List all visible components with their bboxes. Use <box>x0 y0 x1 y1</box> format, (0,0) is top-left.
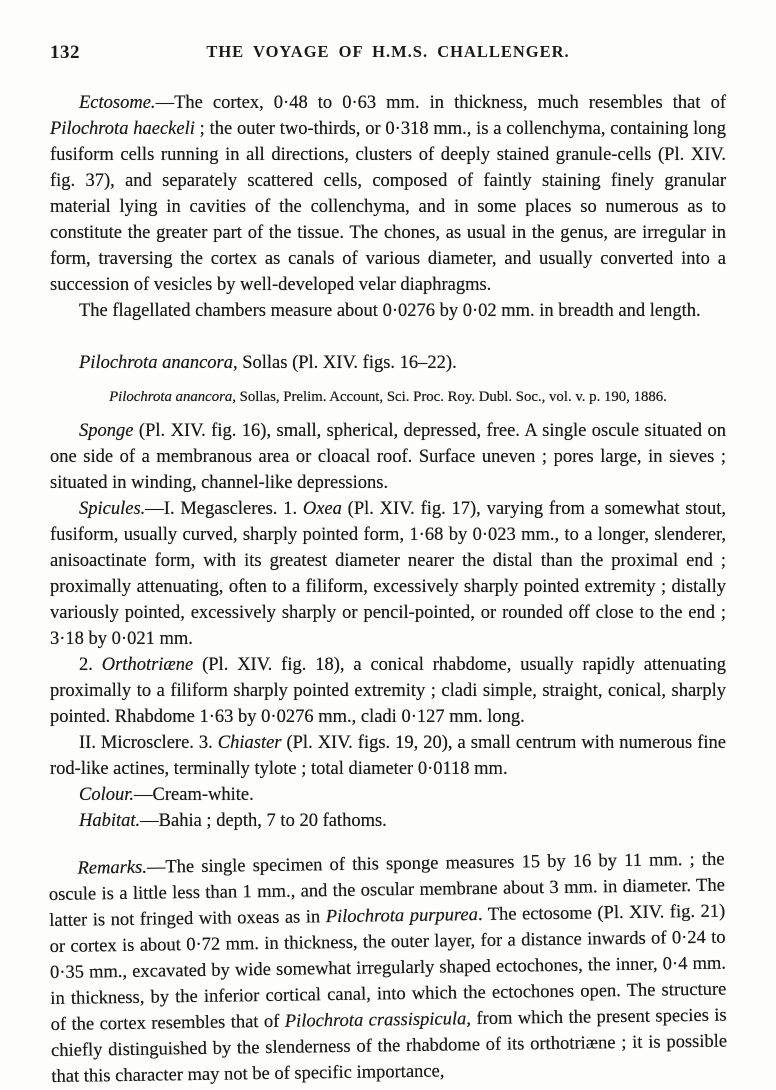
italic-text-segment: Colour. <box>79 785 135 805</box>
paragraph-spicules-oxea <box>50 496 726 652</box>
italic-text-segment: Remarks. <box>77 857 148 879</box>
text-segment: —The cortex, 0·48 to 0·63 mm. in thickness, much resembles that of <box>155 93 726 113</box>
text-segment: —Cream-white. <box>134 785 254 805</box>
italic-text-segment: Ectosome. <box>79 93 156 113</box>
paragraph-ectosome <box>50 90 726 298</box>
text-segment: —The single specimen of this sponge measures 15 by 16 by 11 mm. ; the oscule is a little less than 1 mm., and the oscular membrane about 3 mm. in diameter. The latter is not fringed with oxeas as in <box>48 849 725 932</box>
italic-text-segment: Oxea <box>302 499 342 519</box>
italic-text-segment: Chiaster <box>217 733 282 753</box>
species-citation <box>50 387 726 407</box>
text-segment: , Sollas, Prelim. Account, Sci. Proc. Roy. Dubl. Soc., vol. v. p. 190, 1886. <box>232 389 667 405</box>
running-title: THE VOYAGE OF H.M.S. CHALLENGER. <box>206 42 570 61</box>
text-segment: —I. Megascleres. 1. <box>145 499 303 519</box>
text-segment: (Pl. XIV. fig. 18), a conical rhabdome, usually rapidly attenuating proximally to a filiform sharply pointed extremity ; cladi simple, straight, conical, sharply pointed. Rhabdome 1·63 by 0·0276 mm., cladi 0·127 mm. long. <box>50 655 726 727</box>
text-segment: . The ectosome (Pl. XIV. fig. 21) or cortex is about 0·72 mm. in thickness, the outer layer, for a distance inwards of 0·24 to 0·35 mm., excavated by wide somewhat irregularly shaped ectochones, the inner, 0·4 mm. in thickness, by the inferior cortical canal, into which the ectochones open. The structure of the cortex resembles that of <box>49 901 727 1035</box>
text-segment: (Pl. XIV. fig. 17), varying from a somewhat stout, fusiform, usually curved, sharply pointed form, 1·68 by 0·023 mm., to a longer, slenderer, anisoactinate form, with its greatest diameter nearer the distal than the proximal end ; proximally attenuating, often to a filiform, excessively sharply pointed extremity ; distally variously pointed, excessively sharply or pencil-pointed, or rounded off close to the end ; 3·18 by 0·021 mm. <box>50 499 726 649</box>
page-body <box>50 90 726 1090</box>
italic-text-segment: Pilochrota crassispicula <box>284 1009 467 1032</box>
text-segment: 2. <box>79 655 102 675</box>
text-segment: ; the outer two-thirds, or 0·318 mm., is a collenchyma, containing long fusiform cells running in all directions, clusters of deeply stained granule-cells (Pl. XIV. fig. 37), and separately scattered cells, composed of faintly staining finely granular material lying in cavities of the collenchyma, and in some places so numerous as to constitute the greater part of the tissue. The chones, as usual in the genus, are irregular in form, traversing the cortex as canals of various diameter, and usually converted into a succession of vesicles by well-developed velar diaphragms. <box>50 119 726 295</box>
paragraph-orthotriaene <box>50 652 726 730</box>
text-segment: II. Microsclere. 3. <box>79 733 218 753</box>
paragraph-sponge <box>50 418 726 496</box>
text-segment: The flagellated chambers measure about 0·0276 by 0·02 mm. in breadth and length. <box>79 301 701 321</box>
text-segment: , from which the present species is chiefly distinguished by the slenderness of the rhabdome of its orthotriæne ; it is possible that this character may not be of specific importance, <box>50 1005 728 1087</box>
page-number: 132 <box>50 42 80 63</box>
species-heading <box>50 350 726 376</box>
italic-text-segment: Pilochrota anancora <box>79 353 233 373</box>
paragraph-colour <box>50 782 726 808</box>
paragraph-microsclere-chiaster <box>50 730 726 782</box>
paragraph-habitat <box>50 808 726 834</box>
text-segment: (Pl. XIV. fig. 16), small, spherical, depressed, free. A single oscule situated on one side of a membranous area or cloacal roof. Surface uneven ; pores large, in sieves ; situated in winding, channel-like depressions. <box>50 421 726 493</box>
text-segment: , Sollas (Pl. XIV. figs. 16–22). <box>232 353 457 373</box>
italic-text-segment: Sponge <box>79 421 134 441</box>
text-segment: (Pl. XIV. figs. 19, 20), a small centrum with numerous fine rod-like actines, terminally tylote ; total diameter 0·0118 mm. <box>50 733 727 779</box>
page-header <box>50 42 726 64</box>
italic-text-segment: Pilochrota anancora <box>109 389 233 405</box>
italic-text-segment: Orthotriæne <box>101 655 194 675</box>
paragraph-flagellated-chambers <box>50 298 726 324</box>
text-segment: —Bahia ; depth, 7 to 20 fathoms. <box>140 811 387 831</box>
italic-text-segment: Spicules. <box>79 499 146 519</box>
italic-text-segment: Pilochrota haeckeli <box>50 119 195 139</box>
paragraph-remarks <box>48 847 727 1090</box>
italic-text-segment: Habitat. <box>79 811 141 831</box>
italic-text-segment: Pilochrota purpurea <box>325 905 479 928</box>
